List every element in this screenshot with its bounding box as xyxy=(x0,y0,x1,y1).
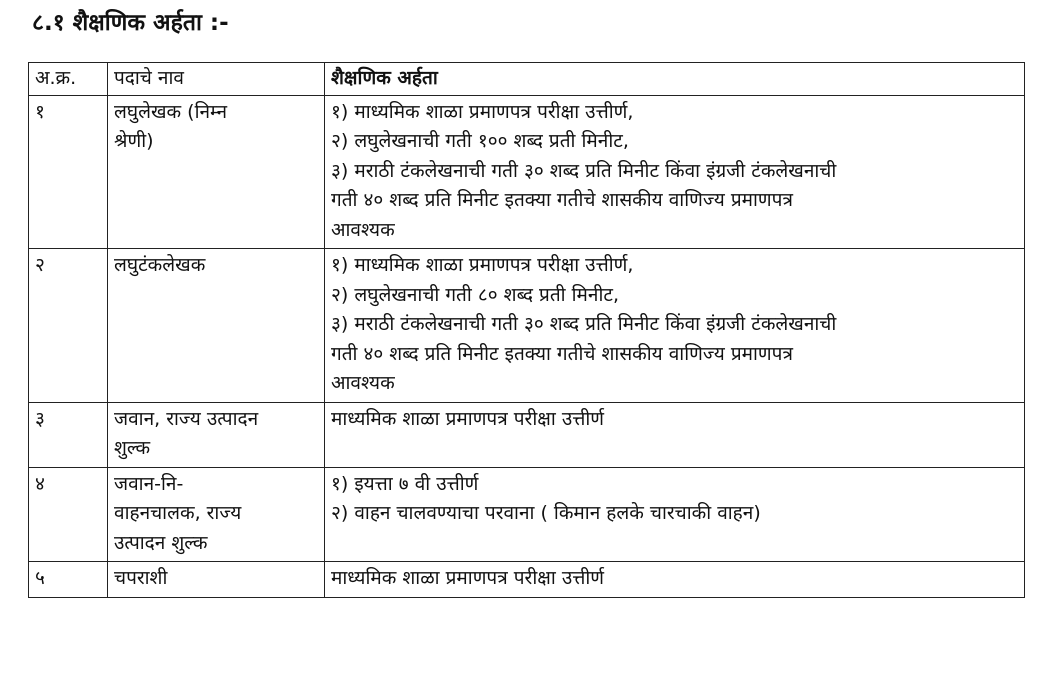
table-row xyxy=(29,95,1025,249)
qualification-table xyxy=(28,62,1025,598)
post-name-cell xyxy=(108,95,325,249)
qualification-cell xyxy=(325,562,1025,598)
post-name-line: वाहनचालक, राज्य xyxy=(114,502,242,524)
post-name-cell xyxy=(108,467,325,562)
qualification-line: २) लघुलेखनाची गती ८० शब्द प्रती मिनीट, xyxy=(331,283,619,306)
post-name-cell xyxy=(108,402,325,467)
header-post-name: पदाचे नाव xyxy=(108,63,325,96)
qualification-line: माध्यमिक शाळा प्रमाणपत्र परीक्षा उत्तीर्ण xyxy=(331,407,605,430)
section-heading: ८.१ शैक्षणिक अर्हता :- xyxy=(32,10,229,36)
table-row xyxy=(29,249,1025,403)
qualification-line: माध्यमिक शाळा प्रमाणपत्र परीक्षा उत्तीर्ण xyxy=(331,567,605,589)
serial-cell: ४ xyxy=(29,467,108,562)
serial-cell: ५ xyxy=(29,562,108,598)
qualification-line: गती ४० शब्द प्रति मिनीट इतक्या गतीचे शासकीय वाणिज्य प्रमाणपत्र xyxy=(331,189,793,211)
qualification-line: ३) मराठी टंकलेखनाची गती ३० शब्द प्रति मिनीट किंवा इंग्रजी टंकलेखनाची xyxy=(331,313,837,335)
qualification-line: १) इयत्ता ७ वी उत्तीर्ण xyxy=(331,472,479,495)
qualification-cell xyxy=(325,95,1025,249)
table-row xyxy=(29,562,1025,598)
post-name-cell xyxy=(108,562,325,598)
header-serial: अ.क्र. xyxy=(29,63,108,96)
qualification-line: आवश्यक xyxy=(331,218,395,241)
post-name-cell xyxy=(108,249,325,403)
post-name-line: लघुटंकलेखक xyxy=(114,254,206,276)
serial-cell: २ xyxy=(29,249,108,403)
qualification-line: ३) मराठी टंकलेखनाची गती ३० शब्द प्रति मिनीट किंवा इंग्रजी टंकलेखनाची xyxy=(331,159,837,182)
table-row xyxy=(29,467,1025,562)
post-name-line: चपराशी xyxy=(114,567,168,589)
qualification-line: २) वाहन चालवण्याचा परवाना ( किमान हलके चारचाकी वाहन) xyxy=(331,502,761,524)
post-name-line: शुल्क xyxy=(114,437,151,459)
qualification-line: आवश्यक xyxy=(331,372,395,394)
table-header-row xyxy=(29,63,1025,96)
qualification-line: १) माध्यमिक शाळा प्रमाणपत्र परीक्षा उत्तीर्ण, xyxy=(331,100,634,123)
qualification-line: १) माध्यमिक शाळा प्रमाणपत्र परीक्षा उत्तीर्ण, xyxy=(331,254,634,276)
qualification-cell xyxy=(325,402,1025,467)
qualification-line: २) लघुलेखनाची गती १०० शब्द प्रती मिनीट, xyxy=(331,130,629,152)
post-name-line: उत्पादन शुल्क xyxy=(114,531,208,554)
serial-cell: १ xyxy=(29,95,108,249)
qualification-cell xyxy=(325,467,1025,562)
post-name-line: जवान, राज्य उत्पादन xyxy=(114,407,259,430)
post-name-line: लघुलेखक (निम्न xyxy=(114,100,227,123)
qualification-line: गती ४० शब्द प्रति मिनीट इतक्या गतीचे शासकीय वाणिज्य प्रमाणपत्र xyxy=(331,342,793,365)
serial-cell: ३ xyxy=(29,402,108,467)
header-qualification: शैक्षणिक अर्हता xyxy=(325,63,1025,96)
table-row xyxy=(29,402,1025,467)
post-name-line: श्रेणी) xyxy=(114,130,154,152)
qualification-cell xyxy=(325,249,1025,403)
post-name-line: जवान-नि- xyxy=(114,472,184,495)
